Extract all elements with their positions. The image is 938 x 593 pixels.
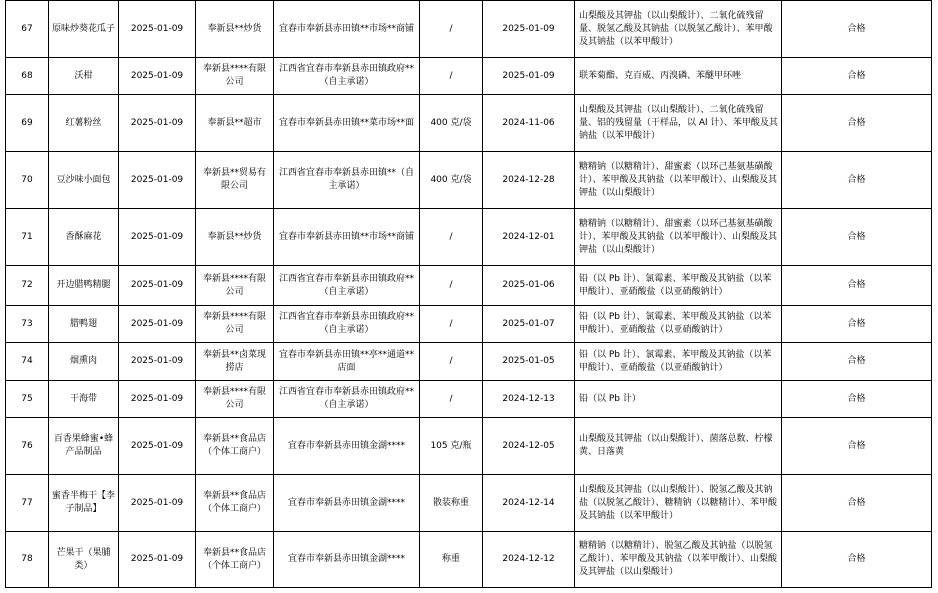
company-address-cell (274, 475, 420, 532)
row-number-cell (6, 475, 49, 532)
specification: / (449, 70, 453, 81)
company-address: 宜春市奉新县赤田镇**市场**商铺 (278, 23, 414, 34)
company-name: 奉新县**卤菜现捞店 (202, 349, 266, 373)
sampling-date: 2025-01-09 (130, 497, 184, 508)
product-name-cell (49, 343, 119, 381)
test-result-cell (782, 532, 932, 588)
test-result: 合格 (847, 440, 866, 451)
company-name-cell (196, 209, 274, 266)
production-date-cell (483, 209, 575, 266)
table-row (6, 58, 932, 95)
product-name-cell (49, 381, 119, 418)
product-name: 红薯粉丝 (65, 117, 102, 128)
test-items-cell (575, 532, 782, 588)
sampling-date: 2025-01-09 (130, 231, 184, 242)
company-name: 奉新县****有限公司 (202, 312, 266, 335)
test-items: 山梨酸及其钾盐（以山梨酸计）、二氧化硫残留量、脱氢乙酸及其钠盐（以脱氢乙酸计）、苯甲酸及其钠盐（以苯甲酸计） (579, 10, 773, 47)
table-row (6, 418, 932, 475)
sampling-date: 2025-01-09 (130, 318, 184, 329)
test-items: 糖精钠（以糖精计）、脱氢乙酸及其钠盐（以脱氢乙酸计）、苯甲酸及其钠盐（以苯甲酸计）、山梨酸及其钾盐（以山梨酸计） (579, 541, 778, 577)
row-number-cell (6, 209, 49, 266)
specification: 105 克/瓶 (430, 440, 472, 451)
company-address-cell (274, 58, 420, 95)
company-name-cell (196, 343, 274, 381)
test-items-cell (575, 475, 782, 532)
test-result: 合格 (847, 280, 866, 290)
company-name-cell (196, 418, 274, 475)
table-row (6, 532, 932, 588)
sampling-date: 2025-01-09 (130, 356, 184, 366)
company-address-cell (274, 532, 420, 588)
sampling-date-cell (119, 152, 196, 209)
test-items-cell (575, 381, 782, 418)
test-result-cell (782, 152, 932, 209)
company-name: 奉新县****有限公司 (202, 64, 266, 87)
company-address-cell (274, 209, 420, 266)
row-number: 76 (21, 440, 33, 451)
test-items: 山梨酸及其钾盐（以山梨酸计）、二氧化硫残留量、铝的残留量（干样品，以 Al 计）、苯甲酸及其钠盐（以苯甲酸计） (579, 104, 778, 141)
test-result: 合格 (847, 393, 866, 404)
company-address-cell (274, 95, 420, 152)
company-name: 奉新县**超市 (207, 117, 262, 128)
product-name-cell (49, 532, 119, 588)
row-number-cell (6, 381, 49, 418)
production-date-cell (483, 95, 575, 152)
production-date-cell (483, 1, 575, 58)
test-items-cell (575, 306, 782, 343)
test-result: 合格 (847, 356, 866, 366)
product-name-cell (49, 418, 119, 475)
company-address-cell (274, 418, 420, 475)
sampling-date: 2025-01-09 (130, 440, 184, 451)
production-date: 2024-12-01 (502, 231, 555, 242)
production-date: 2024-12-28 (502, 174, 555, 185)
production-date-cell (483, 266, 575, 306)
row-number-cell (6, 152, 49, 209)
specification-cell (420, 381, 483, 418)
test-result: 合格 (847, 497, 866, 508)
company-name-cell (196, 152, 274, 209)
production-date: 2024-12-05 (502, 440, 555, 451)
table-row (6, 306, 932, 343)
test-items: 山梨酸及其钾盐（以山梨酸计）、脱氢乙酸及其钠盐（以脱氢乙酸计）、糖精钠（以糖精计）、苯甲酸及其钠盐（以苯甲酸计） (579, 484, 778, 521)
company-name: 奉新县**食品店（个体工商户） (202, 491, 266, 514)
table-row (6, 266, 932, 306)
production-date-cell (483, 343, 575, 381)
row-number: 75 (21, 393, 33, 404)
product-name-cell (49, 1, 119, 58)
specification-cell (420, 266, 483, 306)
row-number-cell (6, 532, 49, 588)
production-date-cell (483, 418, 575, 475)
company-address-cell (274, 152, 420, 209)
company-address: 江西省宜春市奉新县赤田镇政府**（自主承诺） (278, 64, 414, 87)
table-row (6, 152, 932, 209)
company-name: 奉新县**食品店（个体工商户） (202, 434, 266, 457)
specification: / (449, 23, 453, 34)
specification-cell (420, 532, 483, 588)
test-result-cell (782, 1, 932, 58)
company-address: 江西省宜春市奉新县赤田镇政府**（自主承诺） (278, 387, 414, 410)
sampling-date-cell (119, 532, 196, 588)
specification-cell (420, 306, 483, 343)
company-name: 奉新县****有限公司 (202, 387, 266, 410)
product-name-cell (49, 266, 119, 306)
product-name: 蜜香半梅干【李子制品】 (52, 491, 116, 514)
company-name: 奉新县****有限公司 (202, 273, 266, 297)
table-row (6, 1, 932, 58)
production-date: 2025-01-09 (502, 70, 555, 81)
company-address-cell (274, 343, 420, 381)
test-result-cell (782, 266, 932, 306)
row-number: 77 (21, 497, 33, 508)
production-date: 2024-12-13 (502, 393, 555, 404)
company-name: 奉新县**贸易有限公司 (202, 168, 266, 191)
company-name: 奉新县**炒货 (207, 231, 262, 242)
sampling-date-cell (119, 475, 196, 532)
specification-cell (420, 1, 483, 58)
test-result-cell (782, 95, 932, 152)
production-date: 2025-01-07 (502, 318, 555, 329)
production-date: 2025-01-05 (502, 356, 555, 366)
row-number-cell (6, 306, 49, 343)
sampling-date: 2025-01-09 (130, 554, 184, 564)
company-address: 江西省宜春市奉新县赤田镇政府**（自主承诺） (278, 273, 414, 297)
specification: 400 克/袋 (430, 174, 472, 185)
product-name: 百香果蜂蜜•蜂产品制品 (53, 434, 114, 457)
sampling-date: 2025-01-09 (130, 280, 184, 290)
table-row (6, 95, 932, 152)
product-name-cell (49, 209, 119, 266)
production-date-cell (483, 381, 575, 418)
company-name-cell (196, 1, 274, 58)
test-result: 合格 (847, 554, 866, 564)
product-name: 腊鸭翅 (69, 318, 97, 329)
test-result: 合格 (847, 70, 866, 81)
product-name-cell (49, 95, 119, 152)
product-name: 芒果干（果脯类） (56, 547, 111, 571)
test-items: 铅（以 Pb 计）、氯霉素、苯甲酸及其钠盐（以苯甲酸计）、亚硝酸盐（以亚硝酸钠计） (579, 312, 772, 335)
company-address-cell (274, 381, 420, 418)
company-name: 奉新县**食品店（个体工商户） (202, 547, 266, 571)
test-items-cell (575, 95, 782, 152)
test-items: 铅（以 Pb 计）、氯霉素、苯甲酸及其钠盐（以苯甲酸计）、亚硝酸盐（以亚硝酸钠计） (579, 273, 772, 297)
test-result-cell (782, 209, 932, 266)
company-name: 奉新县**炒货 (207, 23, 262, 34)
test-items: 糖精钠（以糖精计）、甜蜜素（以环己基氨基磺酸计）、苯甲酸及其钠盐（以苯甲酸计）、山梨酸及其钾盐（以山梨酸计） (579, 161, 778, 198)
row-number: 72 (21, 280, 33, 290)
specification: 400 克/袋 (430, 117, 472, 128)
specification: 称重 (441, 554, 460, 564)
row-number-cell (6, 95, 49, 152)
test-result: 合格 (847, 174, 866, 185)
production-date-cell (483, 475, 575, 532)
production-date-cell (483, 532, 575, 588)
row-number: 78 (21, 554, 33, 564)
table-row (6, 209, 932, 266)
sampling-date: 2025-01-09 (130, 70, 184, 81)
sampling-date-cell (119, 1, 196, 58)
test-items-cell (575, 58, 782, 95)
table-row (6, 475, 932, 532)
company-name-cell (196, 532, 274, 588)
table-row (6, 381, 932, 418)
row-number: 69 (21, 117, 33, 128)
production-date-cell (483, 306, 575, 343)
test-result-cell (782, 58, 932, 95)
sampling-date: 2025-01-09 (130, 174, 184, 185)
test-items: 铅（以 Pb 计） (579, 393, 641, 404)
product-name-cell (49, 152, 119, 209)
test-result-cell (782, 381, 932, 418)
specification-cell (420, 475, 483, 532)
product-name: 烟熏肉 (69, 356, 97, 366)
specification: / (449, 231, 453, 242)
company-address: 宜春市奉新县赤田镇**亭**通道**店面 (278, 349, 414, 373)
specification-cell (420, 418, 483, 475)
test-result: 合格 (847, 23, 866, 34)
test-items: 联苯菊酯、克百威、丙溴磷、苯醚甲环唑 (579, 70, 742, 81)
company-address: 宜春市奉新县赤田镇金湖**** (287, 497, 405, 508)
company-name-cell (196, 475, 274, 532)
test-items: 铅（以 Pb 计）、氯霉素、苯甲酸及其钠盐（以苯甲酸计）、亚硝酸盐（以亚硝酸钠计） (579, 349, 772, 373)
table-row (6, 343, 932, 381)
row-number: 70 (21, 174, 33, 185)
test-result-cell (782, 306, 932, 343)
company-name-cell (196, 95, 274, 152)
sampling-date: 2025-01-09 (130, 117, 184, 128)
specification: 散装称重 (432, 497, 469, 508)
product-name-cell (49, 475, 119, 532)
row-number: 71 (21, 231, 33, 242)
sampling-date-cell (119, 306, 196, 343)
product-name: 开边腊鸭精腿 (56, 280, 111, 290)
company-name-cell (196, 381, 274, 418)
specification-cell (420, 152, 483, 209)
row-number-cell (6, 58, 49, 95)
company-address: 宜春市奉新县赤田镇金湖**** (287, 440, 405, 451)
company-address: 江西省宜春市奉新县赤田镇政府**（自主承诺） (278, 312, 414, 335)
test-items-cell (575, 266, 782, 306)
test-items-cell (575, 418, 782, 475)
production-date: 2025-01-09 (502, 23, 555, 34)
table-body (6, 1, 932, 588)
product-name: 干海带 (69, 393, 97, 404)
sampling-date: 2025-01-09 (130, 23, 184, 34)
test-result-cell (782, 343, 932, 381)
specification-cell (420, 95, 483, 152)
sampling-date: 2025-01-09 (130, 393, 184, 404)
company-name-cell (196, 266, 274, 306)
specification-cell (420, 58, 483, 95)
test-result-cell (782, 475, 932, 532)
production-date: 2024-11-06 (502, 117, 555, 128)
product-name-cell (49, 306, 119, 343)
row-number-cell (6, 266, 49, 306)
specification: / (449, 356, 453, 366)
company-address-cell (274, 266, 420, 306)
product-name: 豆沙味小面包 (56, 174, 111, 185)
row-number: 74 (21, 356, 33, 366)
test-items-cell (575, 152, 782, 209)
company-address: 宜春市奉新县赤田镇**市场**商铺 (278, 231, 414, 242)
specification-cell (420, 343, 483, 381)
product-name-cell (49, 58, 119, 95)
sampling-date-cell (119, 58, 196, 95)
company-address: 宜春市奉新县赤田镇金湖**** (287, 554, 405, 564)
sampling-date-cell (119, 95, 196, 152)
row-number-cell (6, 343, 49, 381)
sampling-date-cell (119, 266, 196, 306)
test-items-cell (575, 1, 782, 58)
production-date: 2024-12-14 (502, 497, 555, 508)
production-date: 2024-12-12 (502, 554, 555, 564)
specification-cell (420, 209, 483, 266)
sampling-date-cell (119, 209, 196, 266)
company-address-cell (274, 306, 420, 343)
test-items: 山梨酸及其钾盐（以山梨酸计）、菌落总数、柠檬黄、日落黄 (579, 434, 773, 457)
test-result-cell (782, 418, 932, 475)
specification: / (449, 393, 453, 404)
company-address: 江西省宜春市奉新县赤田镇**（自主承诺） (278, 168, 414, 191)
company-name-cell (196, 306, 274, 343)
test-result: 合格 (847, 318, 866, 329)
specification: / (449, 318, 453, 329)
row-number: 73 (21, 318, 33, 329)
test-items-cell (575, 209, 782, 266)
product-name: 沃柑 (74, 70, 93, 81)
sampling-date-cell (119, 418, 196, 475)
production-date-cell (483, 152, 575, 209)
production-date-cell (483, 58, 575, 95)
test-items: 糖精钠（以糖精计）、甜蜜素（以环己基氨基磺酸计）、苯甲酸及其钠盐（以苯甲酸计）、山梨酸及其钾盐（以山梨酸计） (579, 218, 778, 255)
row-number-cell (6, 1, 49, 58)
row-number: 68 (21, 70, 33, 81)
test-items-cell (575, 343, 782, 381)
row-number-cell (6, 418, 49, 475)
production-date: 2025-01-06 (502, 280, 555, 290)
sampling-date-cell (119, 343, 196, 381)
sampling-date-cell (119, 381, 196, 418)
test-result: 合格 (847, 231, 866, 242)
company-address-cell (274, 1, 420, 58)
company-name-cell (196, 58, 274, 95)
company-address: 宜春市奉新县赤田镇**菜市场**面 (278, 117, 414, 128)
product-name: 香酥麻花 (65, 231, 102, 242)
row-number: 67 (21, 23, 33, 34)
specification: / (449, 280, 453, 290)
test-result: 合格 (847, 117, 866, 128)
inspection-table (5, 0, 932, 588)
product-name: 原味炒葵花瓜子 (52, 23, 116, 34)
